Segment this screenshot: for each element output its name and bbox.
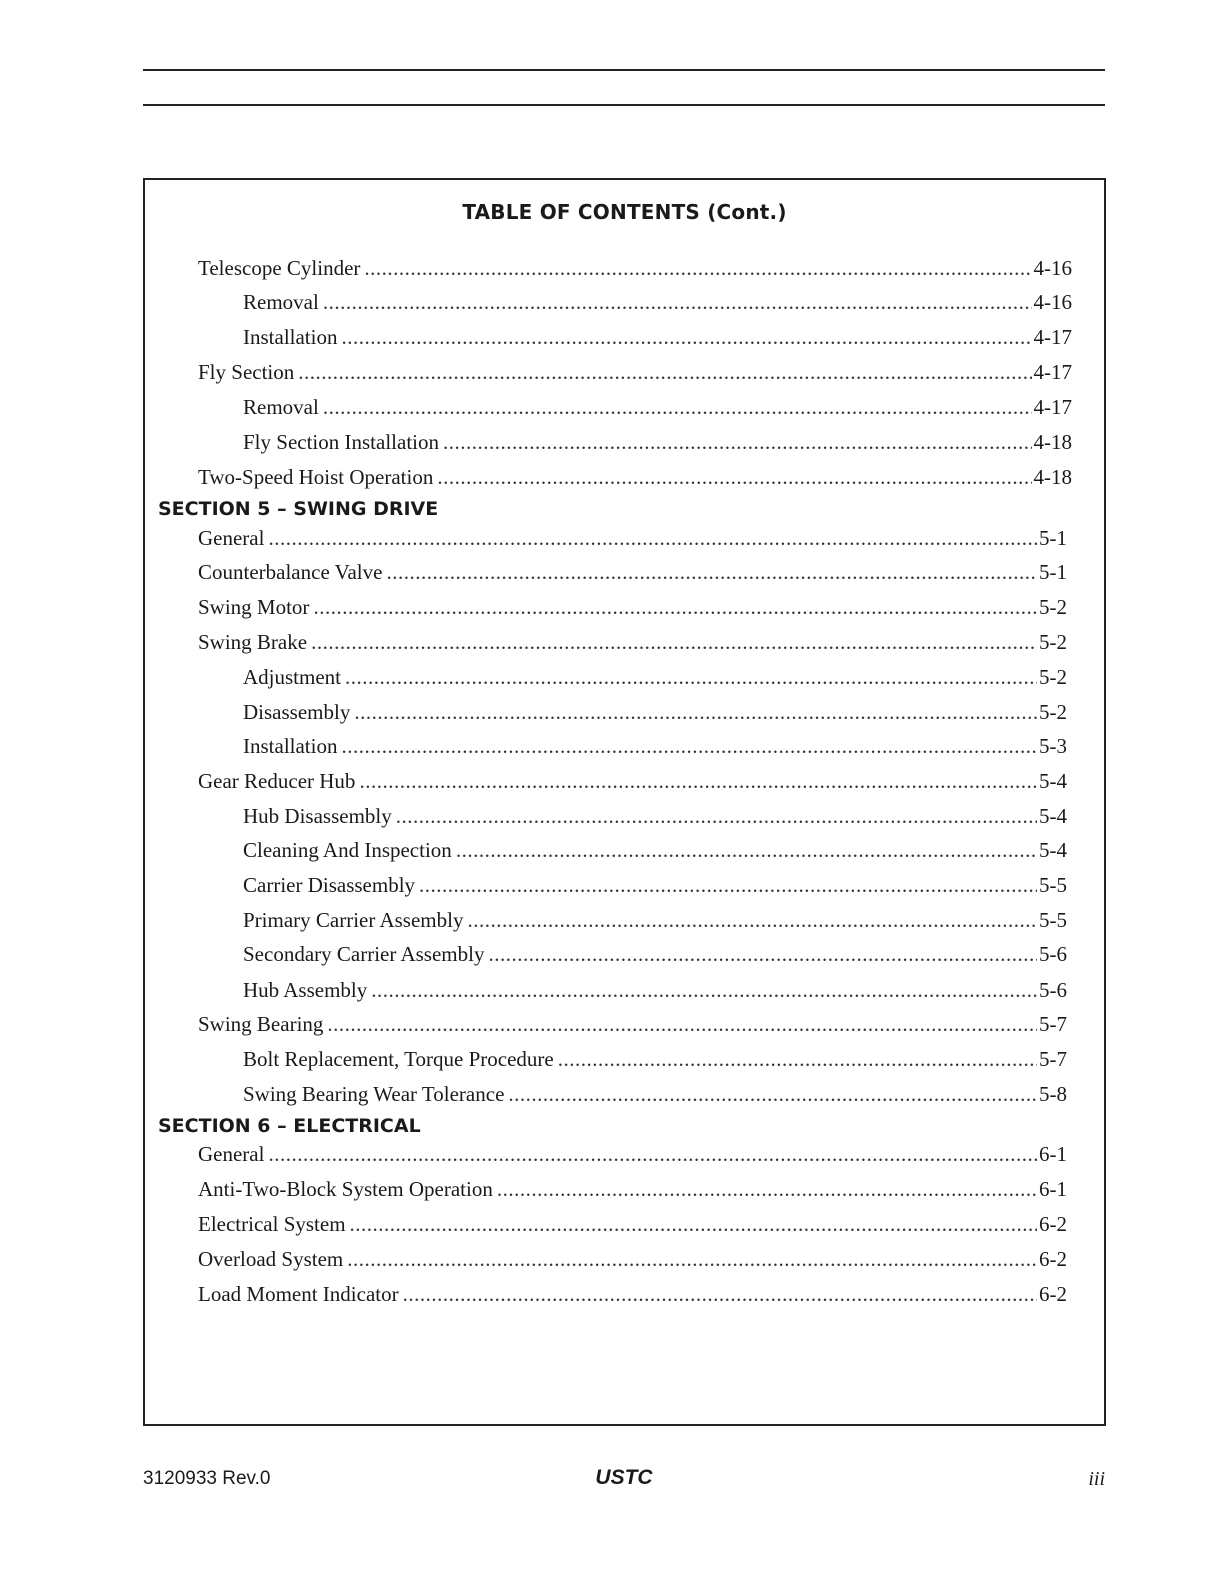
page-number: iii	[1088, 1468, 1105, 1490]
leader-dots	[371, 978, 1037, 1003]
toc-entry-label: Cleaning And Inspection	[243, 838, 452, 862]
toc-entry-page: 6-2	[1039, 1282, 1067, 1306]
leader-dots	[488, 942, 1037, 967]
leader-dots	[323, 395, 1032, 420]
leader-dots	[313, 595, 1037, 620]
toc-entry-page: 6-1	[1039, 1177, 1067, 1201]
toc-entry[interactable]	[243, 430, 1072, 460]
toc-entry-page: 5-4	[1039, 838, 1067, 862]
toc-entry-label: Removal	[243, 290, 319, 314]
toc-entry-page: 5-6	[1039, 942, 1067, 966]
toc-entry-page: 5-4	[1039, 804, 1067, 828]
toc-entry[interactable]	[198, 1012, 1067, 1042]
toc-entry-label: Swing Bearing Wear Tolerance	[243, 1082, 505, 1106]
toc-entry-label: Installation	[243, 734, 338, 758]
toc-entry-label: Counterbalance Valve	[198, 560, 383, 584]
toc-entry[interactable]	[243, 734, 1067, 764]
toc-entry[interactable]	[243, 978, 1067, 1008]
toc-entry[interactable]	[198, 1247, 1067, 1277]
leader-dots	[359, 769, 1037, 794]
toc-entry-page: 4-16	[1033, 290, 1072, 314]
toc-entry-label: Two-Speed Hoist Operation	[198, 465, 434, 489]
leader-dots	[497, 1177, 1037, 1202]
toc-entry[interactable]	[243, 325, 1072, 355]
toc-entry-page: 5-3	[1039, 734, 1067, 758]
toc-entry[interactable]	[243, 838, 1067, 868]
toc-entry-page: 5-8	[1039, 1082, 1067, 1106]
toc-entry-label: General	[198, 526, 265, 550]
leader-dots	[298, 360, 1031, 385]
leader-dots	[323, 290, 1032, 315]
leader-dots	[396, 804, 1037, 829]
toc-entry-label: Installation	[243, 325, 338, 349]
toc-entry-label: Load Moment Indicator	[198, 1282, 399, 1306]
toc-entry-label: Disassembly	[243, 700, 351, 724]
toc-entry-page: 4-18	[1033, 430, 1072, 454]
toc-entry-page: 4-17	[1033, 325, 1072, 349]
toc-title: TABLE OF CONTENTS (Cont.)	[462, 200, 787, 224]
toc-entry[interactable]	[198, 595, 1067, 625]
leader-dots	[386, 560, 1037, 585]
leader-dots	[341, 734, 1037, 759]
leader-dots	[350, 1212, 1037, 1237]
leader-dots	[443, 430, 1032, 455]
leader-dots	[341, 325, 1031, 350]
toc-entry[interactable]	[243, 1047, 1067, 1077]
toc-entry[interactable]	[243, 873, 1067, 903]
toc-entry[interactable]	[198, 1177, 1067, 1207]
toc-entry-label: Hub Disassembly	[243, 804, 392, 828]
toc-entry-page: 5-1	[1039, 560, 1067, 584]
doc-number: 3120933 Rev.0	[143, 1468, 271, 1489]
toc-entry-page: 6-1	[1039, 1142, 1067, 1166]
leader-dots	[456, 838, 1037, 863]
leader-dots	[437, 465, 1031, 490]
toc-entry[interactable]	[198, 630, 1067, 660]
toc-entry-page: 5-7	[1039, 1047, 1067, 1071]
leader-dots	[327, 1012, 1037, 1037]
toc-entry-page: 5-2	[1039, 630, 1067, 654]
toc-entry-page: 5-6	[1039, 978, 1067, 1002]
toc-entry-label: Fly Section	[198, 360, 295, 384]
leader-dots	[268, 526, 1037, 551]
leader-dots	[403, 1282, 1037, 1307]
toc-entry[interactable]	[198, 360, 1072, 390]
toc-entry-page: 4-17	[1033, 360, 1072, 384]
toc-entry-label: General	[198, 1142, 265, 1166]
toc-entry-page: 5-4	[1039, 769, 1067, 793]
header-rule-top	[143, 69, 1105, 71]
leader-dots	[419, 873, 1037, 898]
toc-entry-label: Swing Bearing	[198, 1012, 324, 1036]
toc-entry-page: 5-1	[1039, 526, 1067, 550]
leader-dots	[558, 1047, 1037, 1072]
toc-entry-page: 5-2	[1039, 700, 1067, 724]
toc-entry-page: 4-18	[1033, 465, 1072, 489]
leader-dots	[268, 1142, 1037, 1167]
toc-entry[interactable]	[198, 1212, 1067, 1242]
leader-dots	[347, 1247, 1037, 1272]
toc-entry[interactable]	[198, 465, 1072, 495]
toc-entry-label: Telescope Cylinder	[198, 256, 361, 280]
toc-entry[interactable]	[198, 1142, 1067, 1172]
toc-entry-label: Anti-Two-Block System Operation	[198, 1177, 493, 1201]
toc-entry[interactable]	[198, 1282, 1067, 1312]
leader-dots	[508, 1082, 1037, 1107]
toc-entry-label: Secondary Carrier Assembly	[243, 942, 485, 966]
toc-entry-page: 5-5	[1039, 873, 1067, 897]
toc-entry[interactable]	[198, 256, 1072, 286]
toc-entry-label: Gear Reducer Hub	[198, 769, 356, 793]
section-6-heading[interactable]: SECTION 6 – ELECTRICAL	[158, 1115, 421, 1137]
toc-entry[interactable]	[243, 395, 1072, 425]
leader-dots	[364, 256, 1031, 281]
toc-entry-page: 5-2	[1039, 595, 1067, 619]
leader-dots	[354, 700, 1037, 725]
toc-entry-page: 6-2	[1039, 1212, 1067, 1236]
toc-entry[interactable]	[243, 942, 1067, 972]
toc-entry[interactable]	[243, 1082, 1067, 1112]
toc-entry-label: Hub Assembly	[243, 978, 368, 1002]
toc-entry-label: Removal	[243, 395, 319, 419]
toc-entry-label: Swing Brake	[198, 630, 308, 654]
toc-entry-page: 4-17	[1033, 395, 1072, 419]
toc-entry-label: Primary Carrier Assembly	[243, 908, 464, 932]
leader-dots	[467, 908, 1037, 933]
toc-entry[interactable]	[198, 526, 1067, 556]
toc-entry-label: Swing Motor	[198, 595, 310, 619]
toc-entry-page: 5-2	[1039, 665, 1067, 689]
leader-dots	[311, 630, 1037, 655]
leader-dots	[345, 665, 1037, 690]
header-rule-bottom	[143, 104, 1105, 106]
toc-entry[interactable]	[243, 804, 1067, 834]
toc-entry-page: 4-16	[1033, 256, 1072, 280]
toc-box	[143, 178, 1106, 1426]
toc-entry[interactable]	[243, 908, 1067, 938]
toc-entry-page: 5-5	[1039, 908, 1067, 932]
toc-entry[interactable]	[243, 290, 1072, 320]
toc-entry-label: Adjustment	[243, 665, 341, 689]
toc-entry-label: Electrical System	[198, 1212, 346, 1236]
toc-entry-label: Carrier Disassembly	[243, 873, 416, 897]
toc-entry[interactable]	[198, 560, 1067, 590]
section-5-heading[interactable]: SECTION 5 – SWING DRIVE	[158, 498, 439, 520]
toc-entry[interactable]	[243, 665, 1067, 695]
toc-entry[interactable]	[243, 700, 1067, 730]
footer-mark: USTC	[595, 1466, 653, 1489]
toc-entry-label: Bolt Replacement, Torque Procedure	[243, 1047, 554, 1071]
toc-entry-page: 5-7	[1039, 1012, 1067, 1036]
toc-entry-page: 6-2	[1039, 1247, 1067, 1271]
toc-entry-label: Fly Section Installation	[243, 430, 439, 454]
toc-entry[interactable]	[198, 769, 1067, 799]
toc-entry-label: Overload System	[198, 1247, 344, 1271]
